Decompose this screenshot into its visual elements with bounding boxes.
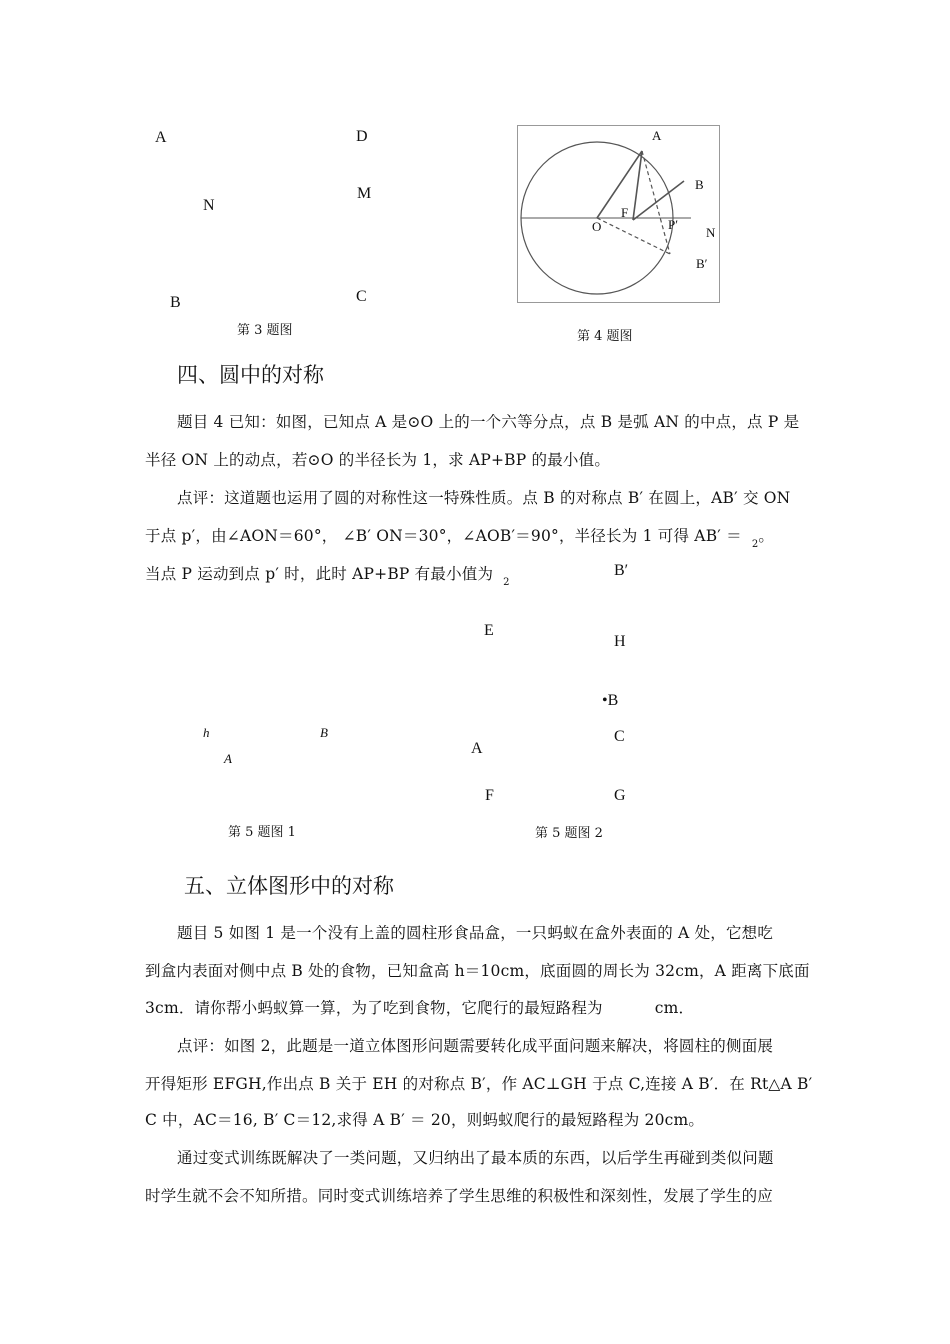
fig4-segment-fb <box>633 181 684 220</box>
problem5-line3-end: cm． <box>654 999 695 1017</box>
closing-line1: 通过变式训练既解决了一类问题，又归纳出了最本质的东西，以后学生再碰到类似问题 <box>177 1149 774 1167</box>
fig5-2-label-g: G <box>614 787 626 804</box>
fig5-2-label-b: •B <box>602 692 619 709</box>
fig5-2-label-a: A <box>471 740 483 757</box>
fig4-diagram <box>518 126 721 304</box>
fig3-label-d: D <box>356 128 368 145</box>
problem5-line3-text: 3cm．请你帮小蚂蚁算一算，为了吃到食物，它爬行的最短路程为 <box>145 999 603 1017</box>
fig3-label-n: N <box>203 197 215 214</box>
fig4-caption: 第 4 题图 <box>577 329 633 344</box>
comment4-line3 <box>145 562 510 588</box>
section4-heading: 四、圆中的对称 <box>177 363 324 387</box>
fig3-label-m: M <box>357 185 372 202</box>
fig4-segment-ob2 <box>597 218 670 254</box>
comment4-line2-end: 。 <box>758 527 775 545</box>
comment4-line3-sub: 2 <box>503 577 510 588</box>
comment4-line2 <box>145 524 775 550</box>
problem5-line2: 到盒内表面对侧中点 B 处的食物，已知盒高 h＝10cm，底面圆的周长为 32cm，A 距离下底面 <box>145 962 810 980</box>
fig5-1-label-h: h <box>203 725 210 740</box>
problem5-line3 <box>145 996 694 1018</box>
problem4-line2: 半径 ON 上的动点，若⊙O 的半径长为 1，求 AP+BP 的最小值。 <box>145 451 611 469</box>
problem5-line1: 题目 5 如图 1 是一个没有上盖的圆柱形食品盒，一只蚂蚁在盒外表面的 A 处，它想吃 <box>177 924 774 942</box>
section5-heading: 五、立体图形中的对称 <box>184 874 394 898</box>
fig4-label-p: P′ <box>668 217 679 232</box>
fig3-caption: 第 3 题图 <box>237 323 293 338</box>
fig5-2-label-c: C <box>614 728 625 745</box>
fig4-label-b2: B′ <box>696 256 708 271</box>
fig5-2-label-b2: B′ <box>614 562 629 579</box>
fig4-label-a: A <box>652 128 662 143</box>
comment5-line3: C 中，AC＝16, B′ C＝12,求得 A B′ ＝ 20，则蚂蚁爬行的最短路程为 20cm。 <box>145 1111 705 1129</box>
fig5-2-label-h: H <box>614 633 626 650</box>
comment4-line2-text: 于点 p′，由∠AON＝60°， ∠B′ ON＝30°，∠AOB′＝90°，半径长为 1 可得 AB′ ＝ <box>145 527 742 545</box>
comment4-line2-sub: 2 <box>751 539 759 550</box>
fig5-1-caption: 第 5 题图 1 <box>228 825 296 840</box>
comment4-line1: 点评：这道题也运用了圆的对称性这一特殊性质。点 B 的对称点 B′ 在圆上，AB′ 交 ON <box>177 489 791 507</box>
fig5-2-label-f: F <box>485 787 494 804</box>
fig5-2-label-e: E <box>484 622 494 639</box>
comment4-line3-text: 当点 P 运动到点 p′ 时，此时 AP+BP 有最小值为 <box>145 565 494 583</box>
problem4-line1: 题目 4 已知：如图，已知点 A 是⊙O 上的一个六等分点，点 B 是弧 AN 的中点，点 P 是 <box>177 413 800 431</box>
fig3-label-c: C <box>356 288 367 305</box>
fig4-label-b: B <box>695 177 704 192</box>
fig3-label-b: B <box>170 294 181 311</box>
comment5-line1: 点评：如图 2，此题是一道立体图形问题需要转化成平面问题来解决，将圆柱的侧面展 <box>177 1037 774 1055</box>
fig4-label-o: O <box>592 219 602 234</box>
fig5-2-caption: 第 5 题图 2 <box>535 826 603 841</box>
fig3-label-a: A <box>155 129 167 146</box>
fig4-frame <box>517 125 720 303</box>
closing-line2: 时学生就不会不知所措。同时变式训练培养了学生思维的积极性和深刻性，发展了学生的应 <box>145 1187 774 1205</box>
comment5-line2: 开得矩形 EFGH,作出点 B 关于 EH 的对称点 B′，作 AC⊥GH 于点 C,连接 A B′．在 Rt△A B′ <box>145 1075 813 1093</box>
fig5-1-label-a: A <box>224 751 232 766</box>
fig5-1-label-b: B <box>320 725 328 740</box>
fig4-label-n: N <box>706 225 716 240</box>
fig4-label-f: F <box>621 205 629 220</box>
